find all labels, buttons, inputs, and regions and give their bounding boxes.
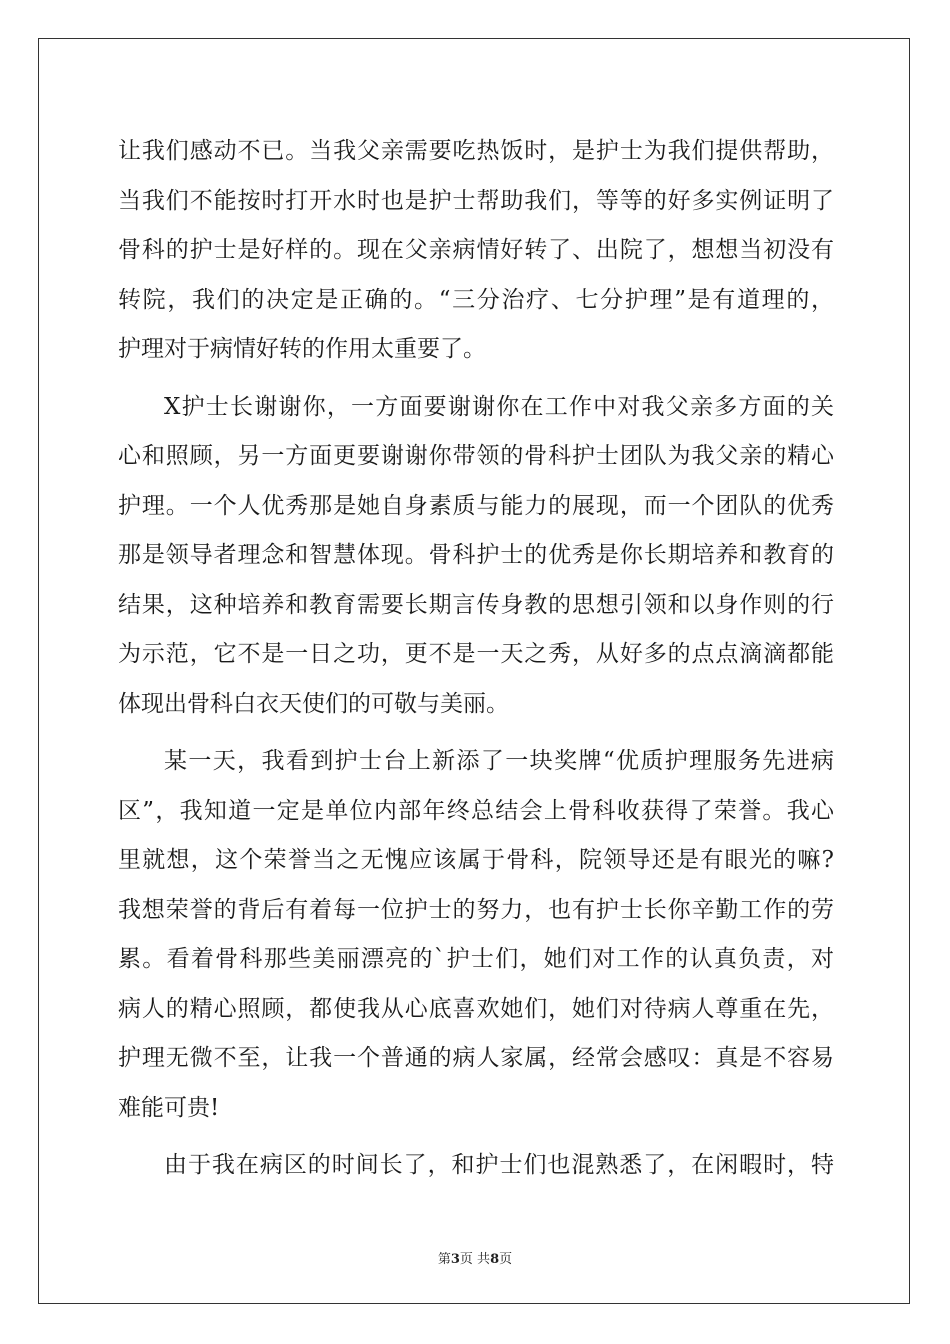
text-line: 让我们感动不已。当我父亲需要吃热饭时，是护士为我们提供帮助， (118, 138, 834, 164)
text-line: 由于我在病区的时间长了，和护士们也混熟悉了，在闲暇时，特 (164, 1152, 834, 1178)
text-line: 病人的精心照顾，都使我从心底喜欢她们，她们对待病人尊重在先， (118, 995, 834, 1022)
text-line: 当我们不能按时打开水时也是护士帮助我们，等等的好多实例证明了 (118, 187, 834, 214)
text-line: 我想荣誉的背后有着每一位护士的努力，也有护士长你辛勤工作的劳 (118, 896, 834, 923)
text-line: 结果，这种培养和教育需要长期言传身教的思想引领和以身作则的行 (118, 591, 834, 618)
text-line: 护理对于病情好转的作用太重要了。 (118, 336, 486, 362)
text-line: 转院，我们的决定是正确的。“三分治疗、七分护理”是有道理的， (118, 286, 834, 313)
text-line: 为示范，它不是一日之功，更不是一天之秀，从好多的点点滴滴都能 (118, 641, 834, 667)
text-line: 区”，我知道一定是单位内部年终总结会上骨科收获得了荣誉。我心 (118, 797, 834, 824)
text-line: 心和照顾，另一方面更要谢谢你带领的骨科护士团队为我父亲的精心 (118, 443, 834, 469)
page-number-prefix: 第 (437, 1252, 451, 1267)
page-number-suffix: 页 (499, 1252, 513, 1267)
page-footer (0, 1248, 950, 1267)
text-line: 那是领导者理念和智慧体现。骨科护士的优秀是你长期培养和教育的 (118, 542, 834, 568)
text-line: 里就想，这个荣誉当之无愧应该属于骨科，院领导还是有眼光的嘛? (118, 847, 834, 873)
text-line: X护士长谢谢你，一方面要谢谢你在工作中对我父亲多方面的关 (164, 393, 834, 420)
document-body (118, 127, 834, 1191)
text-line: 难能可贵! (118, 1094, 220, 1121)
text-line: 护理无微不至，让我一个普通的病人家属，经常会感叹：真是不容易 (118, 1045, 834, 1071)
paragraph (118, 1141, 834, 1191)
text-line: 累。看着骨科那些美丽漂亮的`护士们，她们对工作的认真负责，对 (118, 946, 834, 972)
total-page-number: 8 (490, 1252, 500, 1267)
paragraph (118, 127, 834, 375)
text-line: 某一天，我看到护士台上新添了一块奖牌“优质护理服务先进病 (164, 748, 834, 774)
text-line: 护理。一个人优秀那是她自身素质与能力的展现，而一个团队的优秀 (118, 492, 834, 519)
text-line: 骨科的护士是好样的。现在父亲病情好转了、出院了，想想当初没有 (118, 237, 834, 263)
paragraph (118, 737, 834, 1133)
text-line: 体现出骨科白衣天使们的可敬与美丽。 (118, 690, 509, 717)
paragraph (118, 383, 834, 730)
current-page-number: 3 (450, 1252, 460, 1267)
page-number-mid: 页 共 (459, 1252, 491, 1267)
